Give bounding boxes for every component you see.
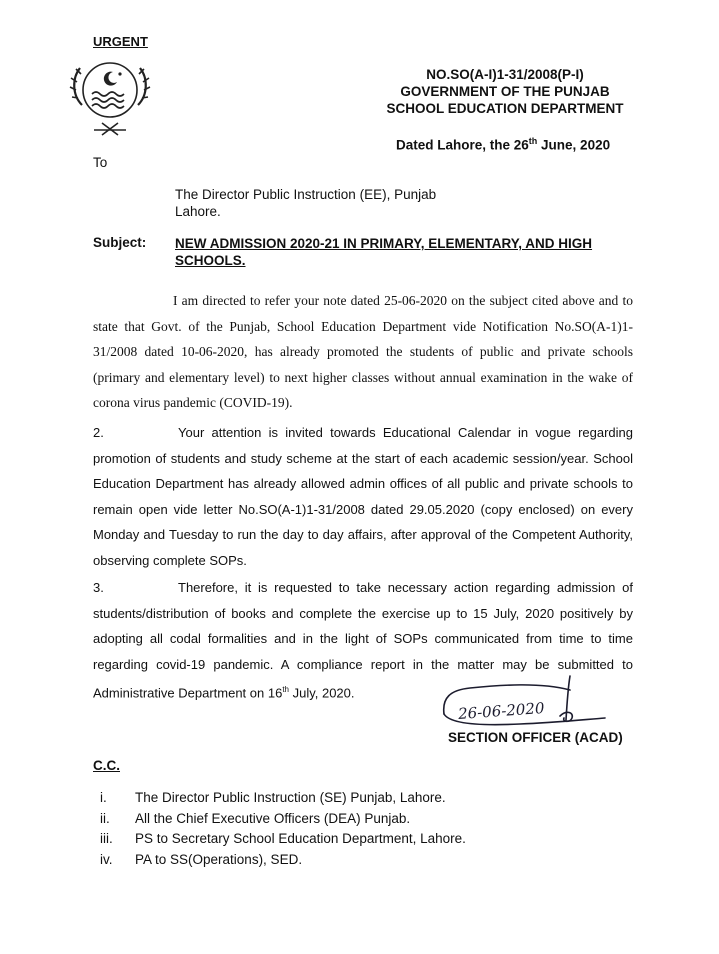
paragraph-1-rest: to state that Govt. of the Punjab, School Education Department vide Notification No.SO(A-1)1-31/2008 dated 10-06-2020, has already promoted the students of public and private schools (primary and elementary level) to next higher classes without annual examination in the wake of corona virus pandemic (COVID-19). [93,293,634,410]
cc-list [100,788,466,870]
cc-label: C.C. [93,758,120,773]
section-officer-title: SECTION OFFICER (ACAD) [448,730,623,745]
subject-label: Subject: [93,235,147,250]
list-item [100,829,466,850]
recipient-line-1: The Director Public Instruction (EE), Punjab [175,187,437,202]
subject-line-1: NEW ADMISSION 2020-21 IN PRIMARY, ELEMENTARY, AND HIGH [175,236,593,251]
list-item-number: ii. [100,810,110,826]
list-item-text: PS to Secretary School Education Department, Lahore. [135,831,466,846]
date-suffix: June, 2020 [537,137,611,153]
paragraph-3-number: 3. [93,580,104,595]
list-item-text: PA to SS(Operations), SED. [135,851,303,867]
punjab-government-seal-icon [62,50,158,140]
date-sup: th [528,136,538,146]
reference-number: NO.SO(A-I)1-31/2008(P-I) [426,67,584,82]
government-name: GOVERNMENT OF THE PUNJAB [400,84,610,99]
list-item-number: iv. [100,851,113,867]
letter-date [396,136,610,153]
handwritten-date: 26-06-2020 [457,699,546,723]
list-item [100,850,466,871]
recipient-line-2: Lahore. [175,204,221,219]
department-name: SCHOOL EDUCATION DEPARTMENT [386,101,624,116]
list-item-number: i. [100,790,107,805]
paragraph-1-first-line: I am directed to refer your note dated 25-06-2020 on the subject cited above and [173,293,619,308]
list-item [100,788,466,809]
urgent-label: URGENT [93,34,148,49]
paragraph-2-text: Your attention is invited towards Educational Calendar in vogue regarding promotion of students and study scheme at the start of each academic session/year. School Education Department has already allowed admin offices of all public and private schools to remain open vide letter No.SO(A-1)1-31/2008 dated 29.05.2020 (copy enclosed) on every Monday and Tuesday to run the day to day affairs, after approval of the Competent Authority, observing complete SOPs. [93,425,633,568]
letter-header [360,66,650,117]
paragraph-3-text: Therefore, it is requested to take necessary action regarding admission of students/distribution of books and complete the exercise up to 15 July, 2020 positively by adopting all codal formalities and in the light of SOPs communicated from time to time regarding covid-19 pandemic. A compliance report in the matter may be submitted to Administrative Department on 16 [93,580,633,701]
date-prefix: Dated Lahore, the 26 [396,137,529,153]
list-item-number: iii. [100,831,113,846]
list-item [100,809,466,830]
paragraph-2-number: 2. [93,425,104,440]
subject-line-2: SCHOOLS. [175,253,246,268]
paragraph-3-end: July, 2020. [288,685,355,701]
recipient-address [175,186,436,220]
paragraph-3-sup: th [282,685,289,694]
subject-text [175,235,635,269]
paragraph-2 [93,420,633,573]
list-item-text: All the Chief Executive Officers (DEA) Punjab. [135,810,411,826]
list-item-text: The Director Public Instruction (SE) Punjab, Lahore. [135,790,446,805]
to-label: To [93,155,108,170]
paragraph-1 [93,288,633,416]
